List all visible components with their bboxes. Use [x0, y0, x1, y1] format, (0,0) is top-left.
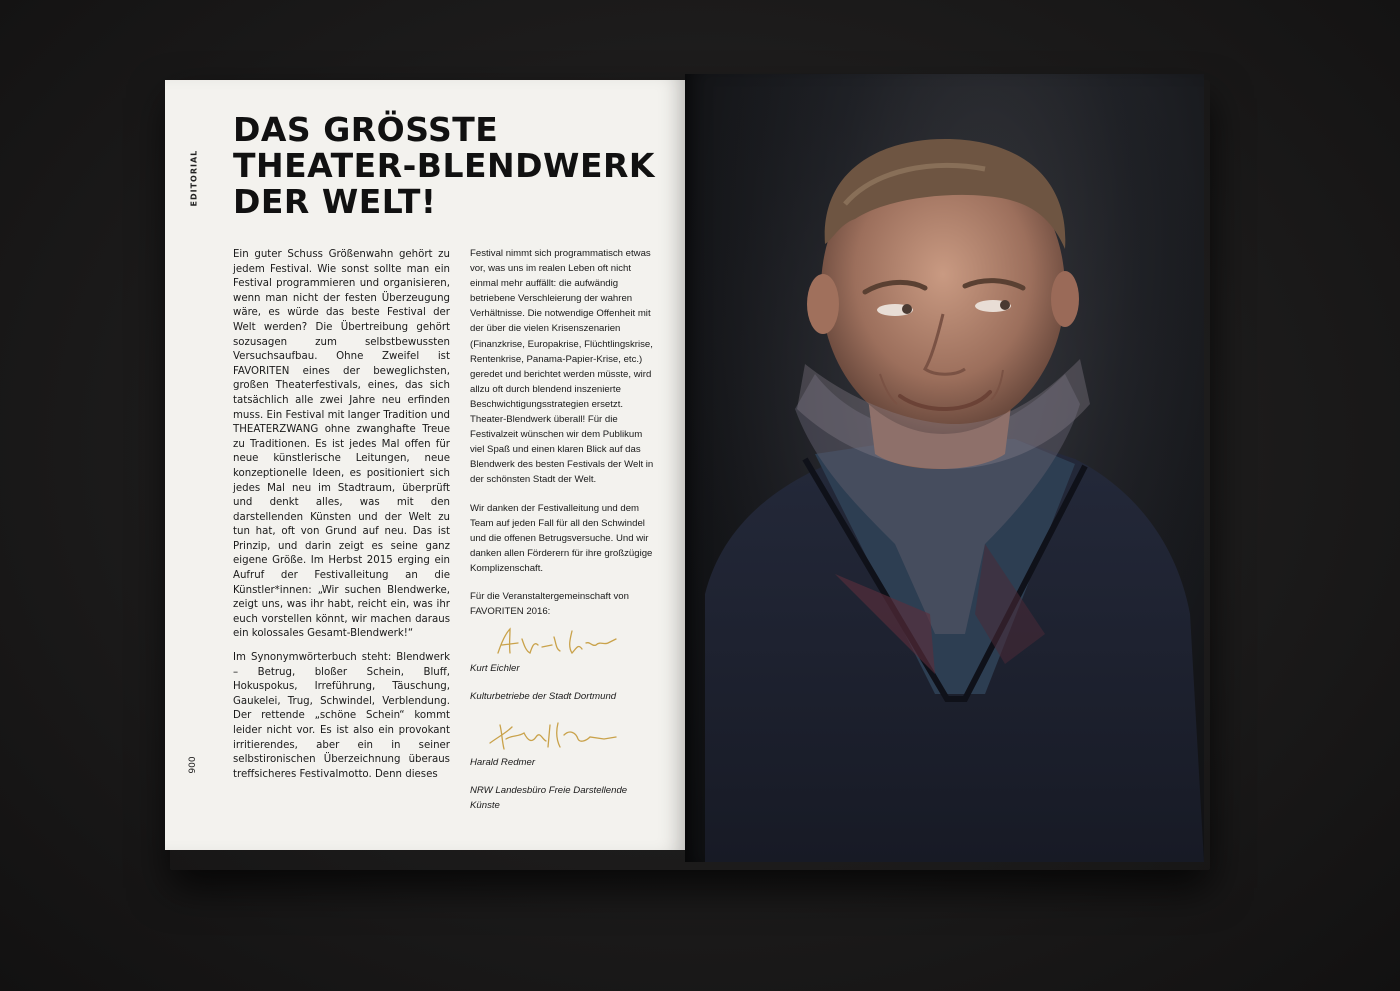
signature-redmer: [476, 717, 626, 755]
page-number: [185, 752, 200, 782]
body-column-right: [470, 246, 655, 826]
section-label: [188, 149, 200, 212]
body-column-left: [233, 248, 450, 791]
paragraph: Ein guter Schuss Größenwahn gehört zu jedem Festival. Wie sonst sollte man ein Festival programmieren und organisieren, wenn man nicht der festen Überzeugung wäre, es würde das beste Festival der Welt werden? Die Übertreibung gehört sozusagen zum selbstbewussten Versuchsaufbau. Ohne Zweifel ist FAVORITEN eines der beweglichsten, großen Theaterfestivals, eines, das sich tatsächlich alle zwei Jahre neu erfinden muss. Ein Festival mit langer Tradition und THEATERZWANG ohne zwanghafte Treue zu Traditionen. Es ist jedes Mal offen für neue künstlerische Leitungen, neue konzeptionelle Ideen, es positioniert sich jedes Mal neu im Stadtraum, überprüft und denkt alles, was mit den darstellenden Künsten und der Welt zu tun hat, oft von Grund auf neu. Das ist Prinzip, und darin zeigt es seine ganz eigene Größe. Im Herbst 2015 erging ein Aufruf der Festivalleitung an die Künstler*innen: „Wir suchen Blendwerke, zeigt uns, was ihr habt, reicht ein, was ihr euch vorstellen könnt, wir machen daraus ein kolossales Gesamt-Blendwerk!“: [233, 249, 450, 640]
headline-line-2: THEATER-BLENDWERK: [233, 146, 655, 185]
signatory-name: Kurt Eichler: [470, 663, 520, 675]
headline-line-1: DAS GRÖSSTE: [233, 110, 499, 149]
paragraph: Im Synonymwörterbuch steht: Blendwerk – Betrug, bloßer Schein, Bluff, Hokuspokus, Irreführung, Täuschung, Gaukelei, Trug, Schwindel, Verblendung. Der rettende „schöne Schein“ kommt leider nicht vor. Es ist also ein provokant irritierendes, aber ein in seiner selbstironischen Überzeichnung überaus treffsicheres Festivalmotto. Denn dieses: [233, 652, 450, 780]
signatory-org: Kulturbetriebe der Stadt Dortmund: [470, 691, 617, 703]
section-label-text: EDITORIAL: [189, 149, 199, 207]
headline-line-3: DER WELT!: [233, 182, 437, 221]
signature-eichler: [476, 623, 626, 661]
paragraph: Wir danken der Festivalleitung und dem Team auf jeden Fall für all den Schwindel und die offenen Betrugsversuche. Und wir danken allen Förderern für ihre großzügige Komplizenschaft.: [470, 502, 653, 574]
right-page-photo: [685, 74, 1204, 862]
paragraph: Festival nimmt sich programmatisch etwas vor, was uns im realen Leben oft nicht einmal mehr auffällt: die aufwändig betriebene Verschleierung der wahren Verhältnisse. Die notwendige Offenheit mit der über die vielen Krisenszenarien (Finanzkrise, Europakrise, Flüchtlingskrise, Rentenkrise, Panama-Papier-Krise, etc.) geredet und berichtet werden müsste, wird allzu oft durch blendend inszenierte Beschwichtigungsstrategien ersetzt. Theater-Blendwerk überall! Für die Festivalzeit wünschen wir dem Publikum viel Spaß und einen klaren Blick auf das Blendwerk des besten Festivals der Welt in der schönsten Stadt der Welt.: [470, 248, 654, 486]
signatory-org: NRW Landesbüro Freie Darstellende Künste: [470, 785, 628, 812]
signatory-name: Harald Redmer: [470, 757, 536, 769]
paragraph: Für die Veranstaltergemeinschaft von FAVORITEN 2016:: [470, 590, 629, 618]
headline: [233, 112, 673, 220]
portrait-photo: [685, 74, 1204, 862]
page-number-text: 006: [185, 756, 196, 774]
